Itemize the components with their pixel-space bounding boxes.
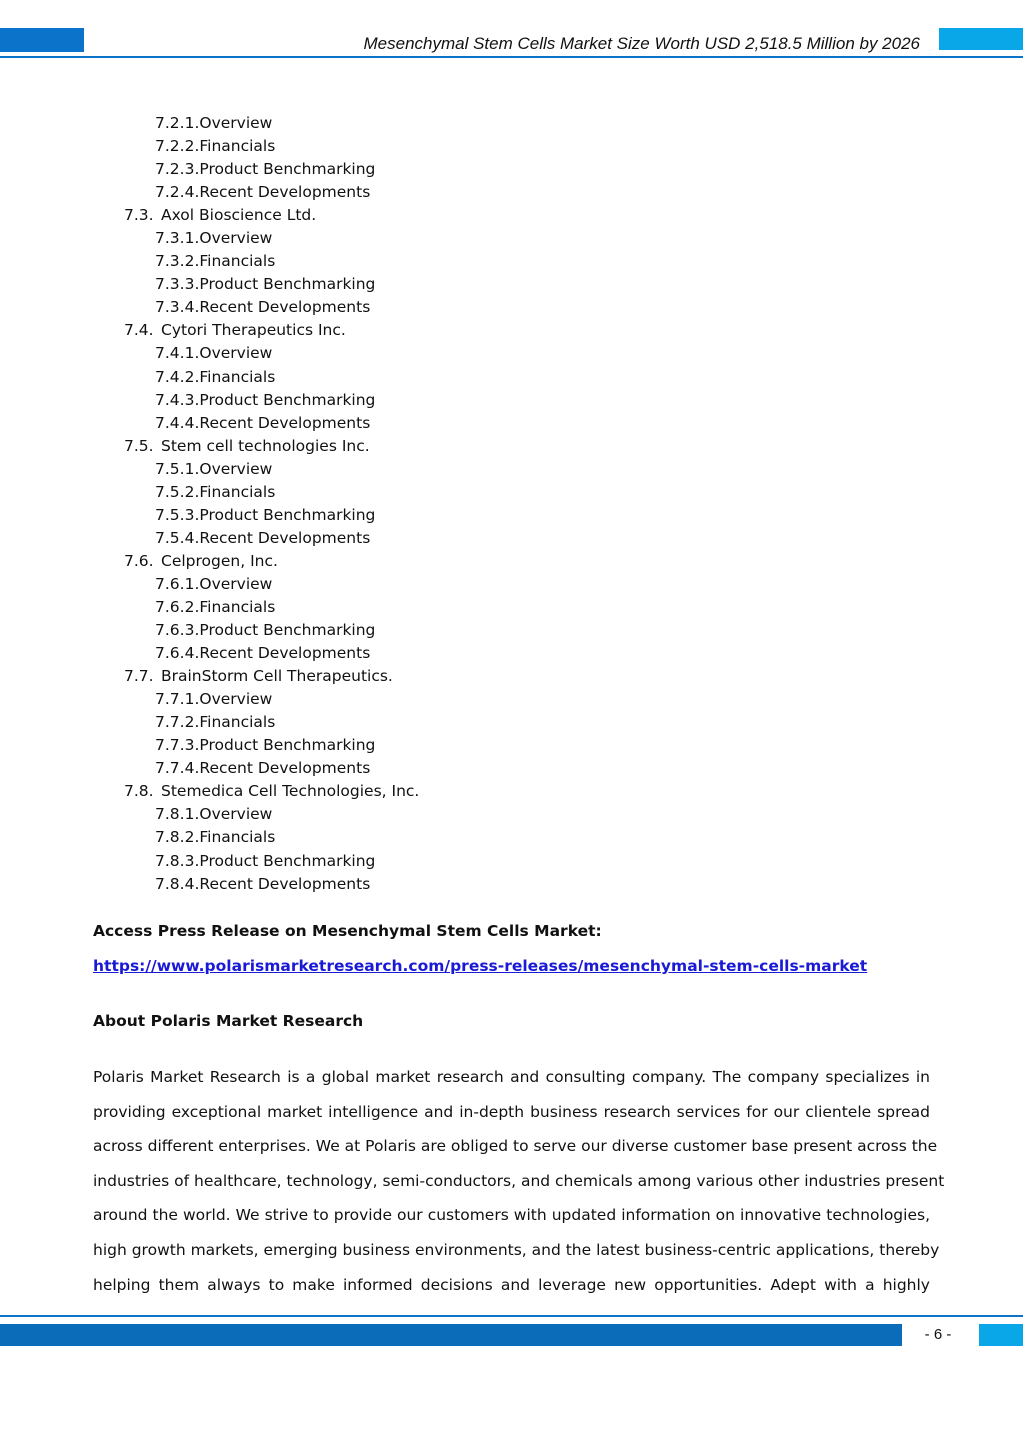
toc-subsection-entry — [0, 734, 1023, 757]
header-accent-right — [939, 28, 1023, 50]
paragraph-line: industries of healthcare, technology, semi-conductors, and chemicals among various other industries present — [93, 1171, 945, 1190]
page-number: - 6 - — [924, 1326, 952, 1343]
paragraph-line: around the world. We strive to provide our customers with updated information on innovative technologies, — [93, 1206, 930, 1225]
toc-entry-text: 7.2.3.Product Benchmarking — [155, 160, 376, 179]
toc-subsection-entry — [0, 366, 1023, 389]
toc-subsection-entry — [0, 850, 1023, 873]
toc-entry-text: 7.2.4.Recent Developments — [155, 183, 371, 202]
toc-section-number: 7.8. — [124, 782, 154, 801]
toc-subsection-entry — [0, 250, 1023, 273]
toc-entry-text: 7.5.2.Financials — [155, 482, 276, 501]
paragraph-line: Polaris Market Research is a global market research and consulting company. The company specializes in — [93, 1068, 930, 1086]
toc-subsection-entry — [0, 642, 1023, 665]
toc-entry-text: 7.4.2.Financials — [155, 367, 276, 386]
toc-entry-text: 7.3.2.Financials — [155, 252, 276, 271]
toc-entry-text: 7.3.1.Overview — [155, 229, 273, 248]
paragraph-line: high growth markets, emerging business environments, and the latest business-centric applications, thereby — [93, 1240, 940, 1259]
toc-section-entry — [0, 665, 1023, 688]
toc-subsection-entry — [0, 112, 1023, 135]
toc-entry-text: 7.7.3.Product Benchmarking — [155, 736, 376, 755]
table-of-contents — [0, 112, 1023, 896]
toc-subsection-entry — [0, 481, 1023, 504]
toc-entry-text: 7.6.4.Recent Developments — [155, 644, 371, 663]
toc-entry-text: 7.7.4.Recent Developments — [155, 759, 371, 778]
toc-entry-text: 7.5.3.Product Benchmarking — [155, 505, 376, 524]
toc-subsection-entry — [0, 135, 1023, 158]
toc-entry-text: 7.2.1.Overview — [155, 114, 273, 132]
toc-entry-text: 7.8.3.Product Benchmarking — [155, 851, 376, 870]
toc-entry-text: 7.6.3.Product Benchmarking — [155, 621, 376, 640]
toc-subsection-entry — [0, 619, 1023, 642]
toc-entry-text: Cytori Therapeutics Inc. — [161, 321, 346, 340]
about-heading: About Polaris Market Research — [93, 1012, 364, 1030]
access-press-release-heading: Access Press Release on Mesenchymal Stem Cells Market: — [93, 922, 602, 940]
toc-subsection-entry — [0, 757, 1023, 780]
press-release-link[interactable]: https://www.polarismarketresearch.com/press-releases/mesenchymal-stem-cells-market — [93, 957, 868, 975]
toc-section-number: 7.6. — [124, 551, 154, 570]
toc-subsection-entry — [0, 342, 1023, 365]
paragraph-line: across different enterprises. We at Polaris are obliged to serve our diverse customer base present across the — [93, 1137, 938, 1156]
toc-entry-text: 7.7.2.Financials — [155, 713, 276, 732]
toc-entry-text: 7.8.2.Financials — [155, 828, 276, 847]
toc-entry-text: 7.3.3.Product Benchmarking — [155, 275, 376, 294]
toc-entry-text: Celprogen, Inc. — [161, 551, 278, 570]
toc-subsection-entry — [0, 227, 1023, 250]
toc-entry-text: Stemedica Cell Technologies, Inc. — [161, 782, 420, 801]
toc-subsection-entry — [0, 596, 1023, 619]
toc-entry-text: Axol Bioscience Ltd. — [161, 206, 317, 225]
toc-entry-text: 7.7.1.Overview — [155, 690, 273, 709]
toc-subsection-entry — [0, 688, 1023, 711]
toc-entry-text: Stem cell technologies Inc. — [161, 436, 370, 455]
toc-subsection-entry — [0, 573, 1023, 596]
toc-section-entry — [0, 204, 1023, 227]
toc-section-entry — [0, 780, 1023, 803]
toc-subsection-entry — [0, 273, 1023, 296]
toc-subsection-entry — [0, 527, 1023, 550]
toc-subsection-entry — [0, 873, 1023, 896]
toc-entry-text: 7.2.2.Financials — [155, 137, 276, 156]
toc-subsection-entry — [0, 711, 1023, 734]
toc-entry-text: 7.6.1.Overview — [155, 574, 273, 593]
toc-entry-text: 7.5.1.Overview — [155, 459, 273, 478]
toc-subsection-entry — [0, 458, 1023, 481]
toc-subsection-entry — [0, 504, 1023, 527]
paragraph-line: helping them always to make informed decisions and leverage new opportunities. Adept with a highly — [93, 1275, 930, 1294]
toc-entry-text: 7.5.4.Recent Developments — [155, 528, 371, 547]
footer-divider — [0, 1315, 1023, 1317]
toc-subsection-entry — [0, 158, 1023, 181]
toc-section-entry — [0, 319, 1023, 342]
toc-subsection-entry — [0, 389, 1023, 412]
toc-entry-text: 7.8.1.Overview — [155, 805, 273, 824]
paragraph-line: providing exceptional market intelligence and in-depth business research services for our clientele spread — [93, 1102, 930, 1121]
toc-subsection-entry — [0, 826, 1023, 849]
footer-bar — [0, 1324, 902, 1346]
toc-entry-text: 7.3.4.Recent Developments — [155, 298, 371, 317]
header-divider — [0, 56, 1023, 58]
footer-accent-right — [979, 1324, 1023, 1346]
toc-subsection-entry — [0, 181, 1023, 204]
toc-entry-text: 7.4.1.Overview — [155, 344, 273, 363]
toc-entry-text: 7.6.2.Financials — [155, 597, 276, 616]
toc-entry-text: 7.8.4.Recent Developments — [155, 874, 371, 893]
toc-entry-text: 7.4.4.Recent Developments — [155, 413, 371, 432]
toc-section-number: 7.7. — [124, 667, 154, 686]
about-paragraph — [93, 1064, 945, 1306]
toc-subsection-entry — [0, 803, 1023, 826]
toc-section-number: 7.5. — [124, 436, 154, 455]
toc-section-number: 7.4. — [124, 321, 154, 340]
toc-entry-text: 7.4.3.Product Benchmarking — [155, 390, 376, 409]
toc-section-entry — [0, 550, 1023, 573]
toc-subsection-entry — [0, 296, 1023, 319]
page-header-title: Mesenchymal Stem Cells Market Size Worth USD 2,518.5 Million by 2026 — [363, 34, 920, 53]
toc-subsection-entry — [0, 412, 1023, 435]
toc-entry-text: BrainStorm Cell Therapeutics. — [161, 667, 393, 686]
toc-section-number: 7.3. — [124, 206, 154, 225]
toc-section-entry — [0, 435, 1023, 458]
